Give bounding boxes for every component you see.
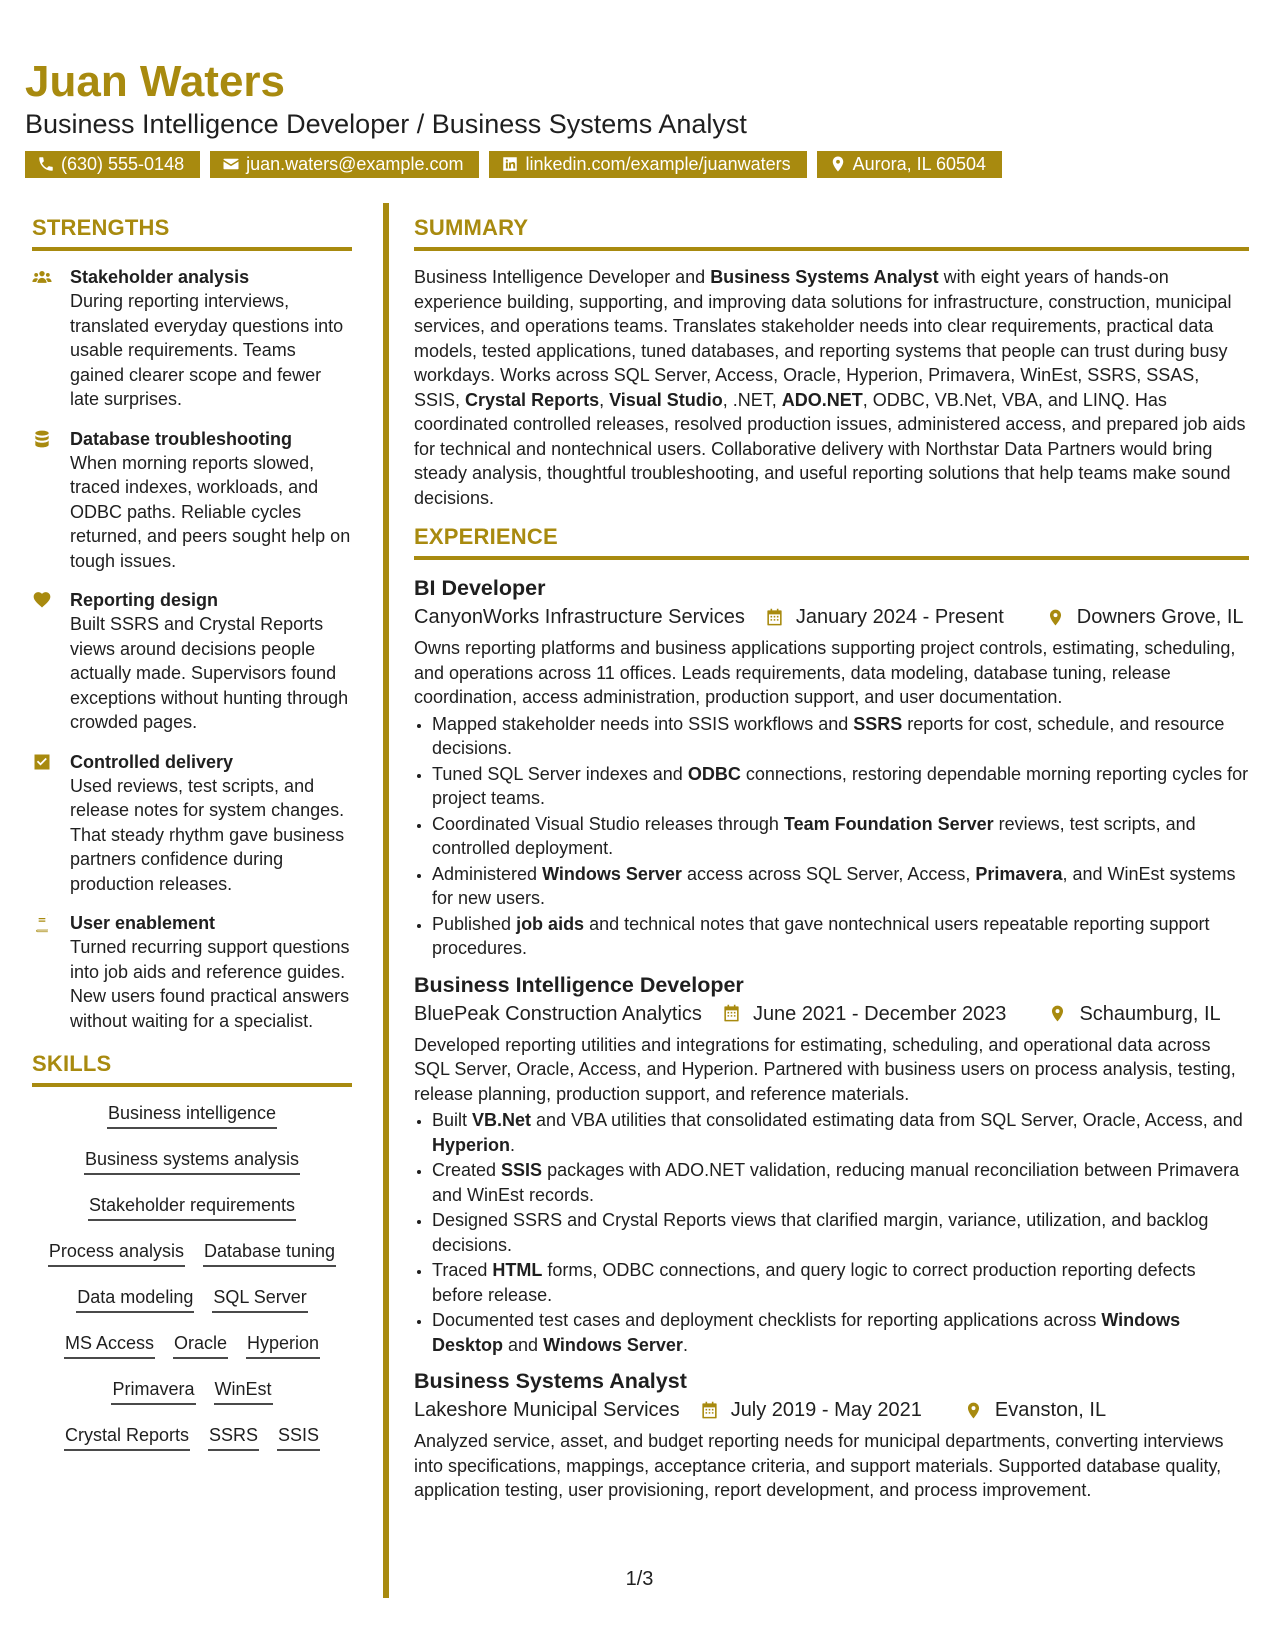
achievement-item bbox=[432, 1208, 1249, 1257]
right-column bbox=[414, 215, 1249, 1513]
company-name: CanyonWorks Infrastructure Services bbox=[414, 606, 745, 628]
job-description: Developed reporting utilities and integrations for estimating, scheduling, and operational data across SQL Server, Oracle, Access, and Hyperion. Partnered with business users on process analysis, testing, release planning, production support, and reference materials. bbox=[414, 1034, 1236, 1104]
text-run: forms, ODBC connections, and query logic to correct production reporting defects before release. bbox=[432, 1260, 1196, 1305]
text-run: Business Intelligence Developer and bbox=[414, 267, 711, 287]
strength-title: Stakeholder analysis bbox=[70, 267, 250, 287]
job-title: Business Systems Analyst bbox=[414, 1369, 687, 1393]
contact-item[interactable] bbox=[489, 151, 806, 178]
map-pin-icon bbox=[1026, 608, 1077, 627]
text-run: with eight years of hands-on experience building, supporting, and improving data solutions for infrastructure, construction, municipal services, and operations teams. Translates stakeholder needs into clear requirements, practical data models, tested applications, tuned databases, and reporting systems that people can trust during busy workdays. Works across SQL Server, Access, Oracle, Hyperion, Primavera, WinEst, SSRS, SSAS, SSIS, bbox=[414, 267, 1232, 410]
strength-title: Reporting design bbox=[70, 590, 218, 610]
column-divider bbox=[383, 203, 389, 1598]
strength-item bbox=[32, 911, 352, 1033]
text-run: Published bbox=[432, 913, 517, 934]
bold-keyword: Visual Studio bbox=[609, 389, 723, 410]
contact-text: juan.waters@example.com bbox=[246, 153, 464, 174]
job-meta bbox=[414, 602, 1249, 632]
achievement-item bbox=[432, 912, 1249, 961]
skill-tag: SQL Server bbox=[212, 1285, 307, 1313]
skill-tag: Stakeholder requirements bbox=[88, 1193, 296, 1221]
bold-keyword: job aids bbox=[516, 913, 585, 934]
summary-heading: SUMMARY bbox=[414, 215, 1249, 251]
text-run: connections, restoring dependable morning reporting cycles for project teams. bbox=[432, 763, 1249, 808]
skills-heading: SKILLS bbox=[32, 1051, 352, 1087]
text-run: , bbox=[599, 389, 610, 410]
strength-body bbox=[70, 588, 352, 735]
job-entry bbox=[414, 1367, 1249, 1503]
skill-row bbox=[32, 1147, 352, 1175]
job-location: Schaumburg, IL bbox=[1079, 1002, 1221, 1025]
page-number: 1/3 bbox=[625, 1568, 654, 1590]
contact-text: linkedin.com/example/juanwaters bbox=[525, 153, 791, 174]
strength-item bbox=[32, 427, 352, 574]
text-run: Mapped stakeholder needs into SSIS workflows and bbox=[432, 713, 854, 734]
map-pin-icon bbox=[1028, 1004, 1079, 1023]
skill-tag: Oracle bbox=[173, 1331, 228, 1359]
skill-tag: MS Access bbox=[64, 1331, 155, 1359]
text-run: and VBA utilities that consolidated estimating data from SQL Server, Oracle, Access, and bbox=[531, 1110, 1243, 1130]
skill-tag: Database tuning bbox=[203, 1239, 336, 1267]
skill-row bbox=[32, 1193, 352, 1221]
bold-keyword: Windows Server bbox=[543, 1334, 683, 1355]
bold-keyword: SSIS bbox=[501, 1160, 543, 1180]
skill-tag: Hyperion bbox=[246, 1331, 320, 1359]
bold-keyword: Team Foundation Server bbox=[783, 813, 994, 834]
bold-keyword: HTML bbox=[492, 1260, 543, 1280]
bold-keyword: VB.Net bbox=[472, 1110, 532, 1130]
map-pin-icon bbox=[944, 1401, 995, 1420]
text-run: Created bbox=[432, 1160, 502, 1180]
candidate-title: Business Intelligence Developer / Business Systems Analyst bbox=[25, 109, 747, 140]
envelope-icon bbox=[222, 155, 240, 173]
job-title: BI Developer bbox=[414, 576, 546, 600]
achievement-item bbox=[432, 1108, 1249, 1157]
skill-tag: Business intelligence bbox=[107, 1101, 277, 1129]
strength-item bbox=[32, 265, 352, 412]
strength-description: Built SSRS and Crystal Reports views around decisions people actually made. Supervisors found exceptions without hunting through crowded pages. bbox=[70, 614, 349, 732]
book-icon bbox=[32, 911, 56, 1033]
contact-item[interactable] bbox=[25, 151, 200, 178]
skills-list bbox=[32, 1101, 352, 1451]
job-dates: June 2021 - December 2023 bbox=[752, 1002, 1007, 1025]
text-run: . bbox=[510, 1134, 516, 1155]
strength-item bbox=[32, 750, 352, 897]
skill-row bbox=[32, 1377, 352, 1405]
contact-item[interactable] bbox=[817, 151, 1002, 178]
contact-item[interactable] bbox=[210, 151, 479, 178]
achievement-item bbox=[432, 712, 1249, 761]
strength-title: Database troubleshooting bbox=[70, 428, 293, 449]
strength-body bbox=[70, 911, 352, 1033]
text-run: and technical notes that gave nontechnical users repeatable reporting support procedures. bbox=[432, 913, 1210, 958]
text-run: Tuned SQL Server indexes and bbox=[432, 763, 688, 784]
check-square-icon bbox=[32, 750, 56, 897]
achievement-item bbox=[432, 1308, 1249, 1357]
skill-row bbox=[32, 1101, 352, 1129]
text-run: Built bbox=[432, 1110, 473, 1130]
map-pin-icon bbox=[829, 155, 847, 173]
achievement-item bbox=[432, 762, 1249, 811]
job-meta bbox=[414, 999, 1249, 1029]
calendar-icon bbox=[680, 1401, 731, 1420]
achievement-item bbox=[432, 1158, 1249, 1207]
strengths-heading: STRENGTHS bbox=[32, 215, 352, 251]
job-dates: January 2024 - Present bbox=[795, 606, 1004, 628]
strength-body bbox=[70, 265, 352, 412]
achievement-list bbox=[414, 1108, 1249, 1357]
job-description: Owns reporting platforms and business applications supporting project controls, estimating, scheduling, and operations across 11 offices. Leads requirements, data modeling, database tuning, release coordination, access administration, production support, and user documentation. bbox=[414, 638, 1236, 707]
job-entry bbox=[414, 971, 1249, 1358]
strength-title: User enablement bbox=[70, 913, 216, 933]
left-column bbox=[32, 215, 352, 1469]
strength-title: Controlled delivery bbox=[70, 751, 234, 772]
strength-description: During reporting interviews, translated everyday questions into usable requirements. Teams gained clearer scope and fewer late surprises. bbox=[70, 291, 344, 409]
bold-keyword: Hyperion bbox=[432, 1134, 511, 1155]
bold-keyword: SSRS bbox=[853, 713, 903, 734]
text-run: Administered bbox=[432, 863, 543, 884]
achievement-item bbox=[432, 812, 1249, 861]
company-name: BluePeak Construction Analytics bbox=[414, 1002, 702, 1025]
job-meta bbox=[414, 1395, 1249, 1425]
contact-text: (630) 555-0148 bbox=[61, 153, 185, 174]
skill-tag: Crystal Reports bbox=[64, 1423, 190, 1451]
strength-body bbox=[70, 427, 352, 574]
bold-keyword: Windows Desktop bbox=[432, 1310, 1181, 1355]
bold-keyword: Primavera bbox=[975, 863, 1063, 884]
text-run: . bbox=[682, 1334, 688, 1355]
bold-keyword: Business Systems Analyst bbox=[710, 267, 939, 287]
achievement-item bbox=[432, 1258, 1249, 1307]
strengths-list bbox=[32, 265, 352, 1033]
company-name: Lakeshore Municipal Services bbox=[414, 1399, 680, 1421]
strength-description: When morning reports slowed, traced indexes, workloads, and ODBC paths. Reliable cycles returned, and peers sought help on tough issues. bbox=[70, 452, 351, 571]
text-run: access across SQL Server, Access, bbox=[681, 863, 976, 884]
achievement-list bbox=[414, 712, 1249, 961]
text-run: packages with ADO.NET validation, reducing manual reconciliation between Primavera and WinEst records. bbox=[432, 1160, 1240, 1205]
text-run: reports for cost, schedule, and resource decisions. bbox=[432, 713, 1225, 758]
bold-keyword: Windows Server bbox=[542, 863, 682, 884]
skill-tag: Business systems analysis bbox=[84, 1147, 300, 1175]
bold-keyword: Crystal Reports bbox=[465, 389, 600, 410]
text-run: reviews, test scripts, and controlled deployment. bbox=[432, 813, 1196, 858]
strength-description: Turned recurring support questions into job aids and reference guides. New users found practical answers without waiting for a specialist. bbox=[70, 937, 350, 1031]
job-description: Analyzed service, asset, and budget reporting needs for municipal departments, converting interviews into specifications, mappings, acceptance criteria, and support materials. Supported database quality, application testing, user provisioning, report development, and process improvement. bbox=[414, 1431, 1224, 1500]
contact-text: Aurora, IL 60504 bbox=[852, 153, 987, 174]
bold-keyword: ODBC bbox=[687, 763, 741, 784]
phone-icon bbox=[37, 155, 55, 173]
skill-tag: SSRS bbox=[208, 1423, 259, 1451]
text-run: Traced bbox=[432, 1260, 493, 1280]
text-run: , and WinEst systems for new users. bbox=[432, 863, 1236, 908]
skill-tag: Primavera bbox=[111, 1377, 195, 1405]
calendar-icon bbox=[745, 608, 796, 627]
skill-row bbox=[32, 1239, 352, 1267]
contact-bar bbox=[25, 151, 1250, 178]
job-entry bbox=[414, 574, 1249, 961]
job-title: Business Intelligence Developer bbox=[414, 972, 744, 997]
experience-list bbox=[414, 574, 1249, 1503]
users-icon bbox=[32, 265, 56, 412]
skill-tag: Process analysis bbox=[48, 1239, 185, 1267]
skill-row bbox=[32, 1331, 352, 1359]
strength-body bbox=[70, 750, 352, 897]
skill-tag: WinEst bbox=[214, 1377, 273, 1405]
job-location: Downers Grove, IL bbox=[1076, 606, 1244, 628]
linkedin-icon bbox=[501, 155, 519, 173]
strength-description: Used reviews, test scripts, and release notes for system changes. That steady rhythm gave business partners confidence during production releases. bbox=[70, 775, 345, 894]
text-run: , ODBC, VB.Net, VBA, and LINQ. Has coordinated controlled releases, resolved production issues, administered access, and prepared job aids for technical and nontechnical users. Collaborative delivery with Northstar Data Partners would bring steady analysis, thoughtful troubleshooting, and useful reporting solutions that help teams make sound decisions. bbox=[414, 389, 1246, 508]
resume-header bbox=[25, 58, 1250, 178]
text-run: , .NET, bbox=[722, 389, 782, 410]
experience-heading: EXPERIENCE bbox=[414, 524, 1249, 560]
calendar-icon bbox=[702, 1004, 753, 1023]
strength-item bbox=[32, 588, 352, 735]
heart-icon bbox=[32, 588, 56, 735]
bold-keyword: ADO.NET bbox=[781, 389, 863, 410]
database-icon bbox=[32, 427, 56, 574]
summary-text bbox=[414, 265, 1249, 510]
text-run: Designed SSRS and Crystal Reports views that clarified margin, variance, utilization, and backlog decisions. bbox=[432, 1210, 1209, 1255]
text-run: Coordinated Visual Studio releases through bbox=[432, 813, 784, 834]
text-run: Documented test cases and deployment checklists for reporting applications across bbox=[432, 1310, 1102, 1330]
skill-tag: Data modeling bbox=[76, 1285, 194, 1313]
achievement-item bbox=[432, 862, 1249, 911]
skill-tag: SSIS bbox=[277, 1423, 320, 1451]
job-dates: July 2019 - May 2021 bbox=[730, 1399, 922, 1421]
skill-row bbox=[32, 1285, 352, 1313]
job-location: Evanston, IL bbox=[994, 1399, 1107, 1421]
text-run: and bbox=[503, 1334, 544, 1355]
skill-row bbox=[32, 1423, 352, 1451]
candidate-name: Juan Waters bbox=[25, 57, 286, 106]
